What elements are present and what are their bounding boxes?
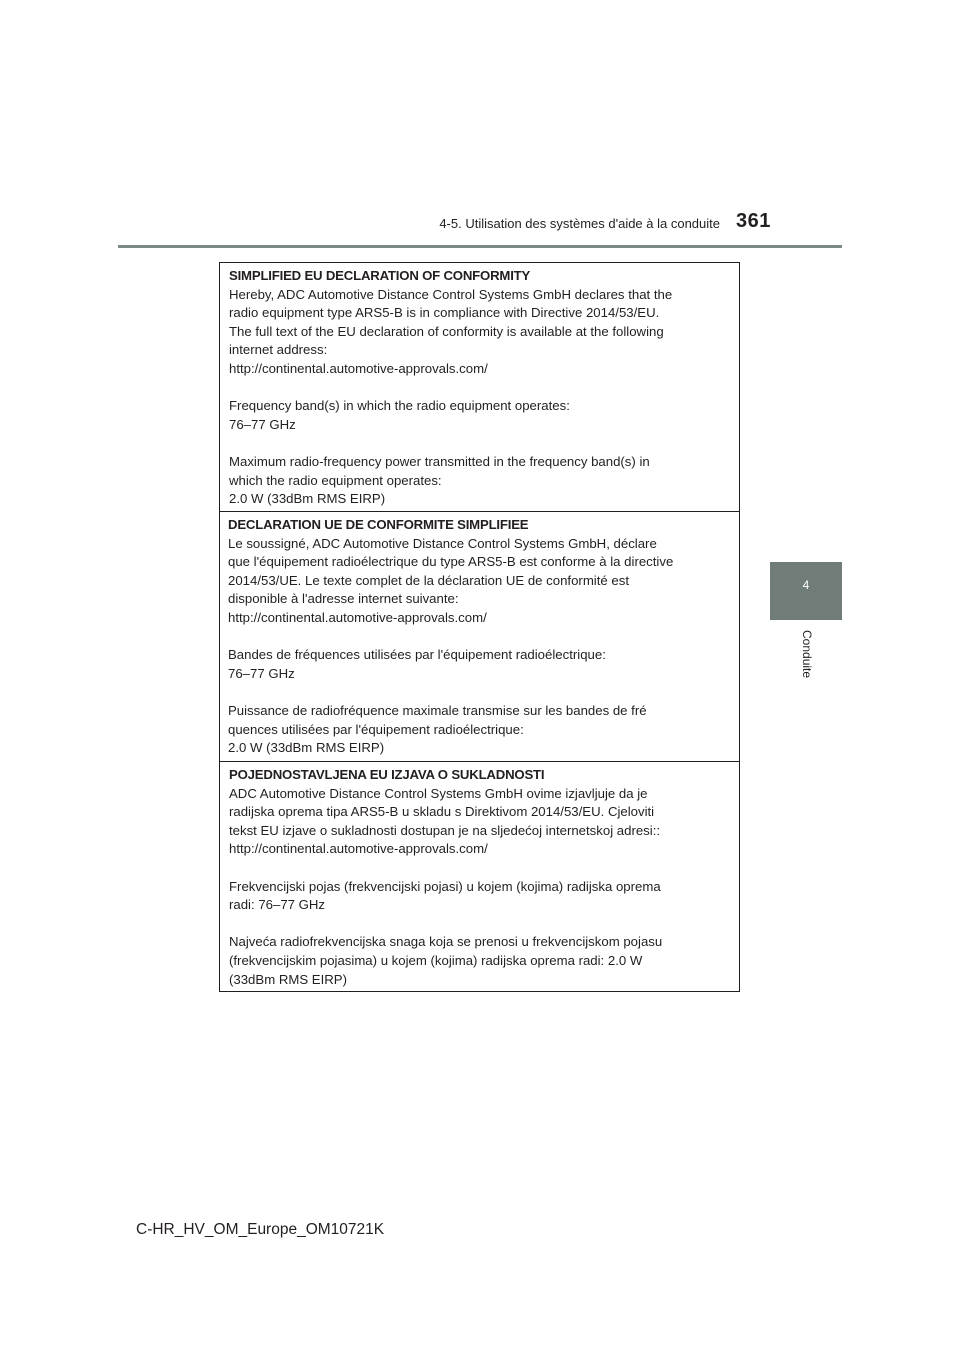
chapter-tab	[770, 562, 842, 620]
header-divider	[118, 245, 842, 248]
declaration-text: Hereby, ADC Automotive Distance Control Systems GmbH declares that the	[229, 286, 673, 302]
document-code: C-HR_HV_OM_Europe_OM10721K	[136, 1221, 385, 1238]
chapter-number: 4	[802, 578, 810, 592]
power-text: which the radio equipment operates:	[229, 472, 442, 488]
power-text: Puissance de radiofréquence maximale transmise sur les bandes de fré	[228, 702, 647, 718]
declaration-french	[220, 512, 739, 762]
power-text: quences utilisées par l'équipement radioélectrique:	[228, 721, 524, 737]
declaration-text: radio equipment type ARS5-B is in compliance with Directive 2014/53/EU.	[229, 305, 660, 321]
declaration-text: The full text of the EU declaration of conformity is available at the following	[229, 323, 664, 339]
power-value: 2.0 W (33dBm RMS EIRP)	[228, 740, 385, 756]
frequency-text: Frekvencijski pojas (frekvencijski pojasi) u kojem (kojima) radijska oprema	[229, 878, 661, 894]
declarations-frame	[219, 262, 740, 992]
power-value: 2.0 W (33dBm RMS EIRP)	[229, 491, 386, 507]
chapter-label: Conduite	[800, 630, 814, 679]
section-title: 4-5. Utilisation des systèmes d'aide à la conduite	[439, 216, 720, 231]
power-text: (frekvencijskim pojasima) u kojem (kojima) radijska oprema radi: 2.0 W	[229, 952, 643, 968]
declaration-text: Le soussigné, ADC Automotive Distance Control Systems GmbH, déclare	[228, 535, 657, 551]
power-value: (33dBm RMS EIRP)	[229, 971, 347, 987]
declaration-title: DECLARATION UE DE CONFORMITE SIMPLIFIEE	[228, 517, 529, 532]
declaration-title: SIMPLIFIED EU DECLARATION OF CONFORMITY	[229, 268, 531, 283]
page-number: 361	[736, 210, 771, 232]
frequency-value: radi: 76–77 GHz	[229, 897, 326, 913]
declaration-url: http://continental.automotive-approvals.com/	[229, 360, 488, 376]
declaration-croatian	[220, 762, 739, 991]
declaration-text: que l'équipement radioélectrique du type ARS5-B est conforme à la directive	[228, 554, 674, 570]
declaration-text: ADC Automotive Distance Control Systems GmbH ovime izjavljuje da je	[229, 785, 648, 801]
frequency-value: 76–77 GHz	[229, 416, 296, 432]
declaration-text: radijska oprema tipa ARS5-B u skladu s Direktivom 2014/53/EU. Cjeloviti	[229, 804, 655, 820]
frequency-text: Bandes de fréquences utilisées par l'équipement radioélectrique:	[228, 647, 606, 663]
power-text: Najveća radiofrekvencijska snaga koja se prenosi u frekvencijskom pojasu	[229, 934, 663, 950]
declaration-text: disponible à l'adresse internet suivante:	[228, 591, 459, 607]
declaration-title: POJEDNOSTAVLJENA EU IZJAVA O SUKLADNOSTI	[229, 767, 545, 782]
declaration-url: http://continental.automotive-approvals.com/	[229, 841, 488, 857]
declaration-english	[220, 263, 739, 512]
declaration-text: 2014/53/UE. Le texte complet de la déclaration UE de conformité est	[228, 572, 629, 588]
frequency-value: 76–77 GHz	[228, 665, 295, 681]
frequency-text: Frequency band(s) in which the radio equipment operates:	[229, 398, 570, 414]
power-text: Maximum radio-frequency power transmitted in the frequency band(s) in	[229, 453, 650, 469]
declaration-text: internet address:	[229, 342, 328, 358]
declaration-text: tekst EU izjave o sukladnosti dostupan je na sljedećoj internetskoj adresi::	[229, 822, 661, 838]
declaration-url: http://continental.automotive-approvals.com/	[228, 609, 487, 625]
